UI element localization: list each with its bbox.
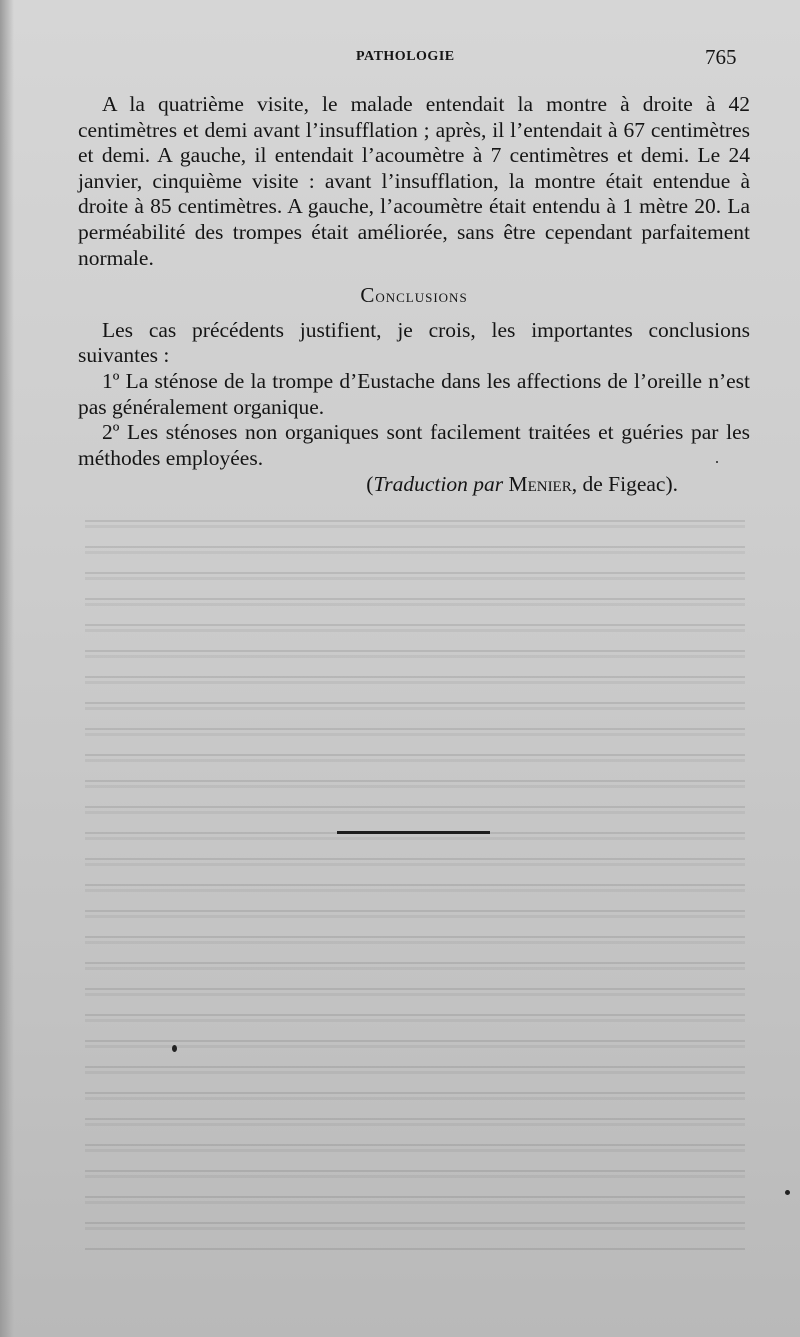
attribution-place: , de Figeac). — [571, 472, 678, 497]
section-end-rule — [337, 831, 490, 834]
page-number: 765 — [705, 45, 737, 69]
running-title: PATHOLOGIE — [356, 49, 455, 64]
page-edge-shadow — [0, 0, 14, 1337]
conclusions-intro: Les cas précédents justifient, je crois, les importantes conclusions suivantes : — [78, 317, 750, 368]
ink-speck — [716, 461, 718, 463]
attribution-open-paren: ( — [366, 472, 374, 497]
body-text — [78, 92, 750, 498]
page-header — [0, 47, 800, 73]
conclusion-item-1: 1º La sténose de la trompe d’Eustache dans les affections de l’oreille n’est pas généralement organique. — [78, 368, 750, 419]
ink-speck — [785, 1190, 790, 1195]
bleed-through-texture — [85, 520, 745, 1250]
paragraph-visit-report: A la quatrième visite, le malade entendait la montre à droite à 42 centimètres et demi avant l’insufflation ; après, il l’entendait à 67 centimètres et demi. A gauche, il entendait l’acoumètre à 7 centimètres et demi. Le 24 janvier, cinquième visite : avant l’insufflation, la montre était entendue à droite à 85 centimètres. A gauche, l’acoumètre était entendu à 1 mètre 20. La perméabilité des trompes était améliorée, sans être cependant parfaitement normale. — [78, 92, 750, 270]
translation-attribution — [78, 472, 750, 498]
section-heading-conclusions: Conclusions — [360, 283, 468, 308]
attribution-author: Menier — [508, 472, 572, 497]
attribution-translation-label: Traduction par — [373, 472, 504, 497]
ink-speck — [172, 1045, 177, 1052]
conclusion-item-2: 2º Les sténoses non organiques sont facilement traitées et guéries par les méthodes employées. — [78, 420, 750, 470]
